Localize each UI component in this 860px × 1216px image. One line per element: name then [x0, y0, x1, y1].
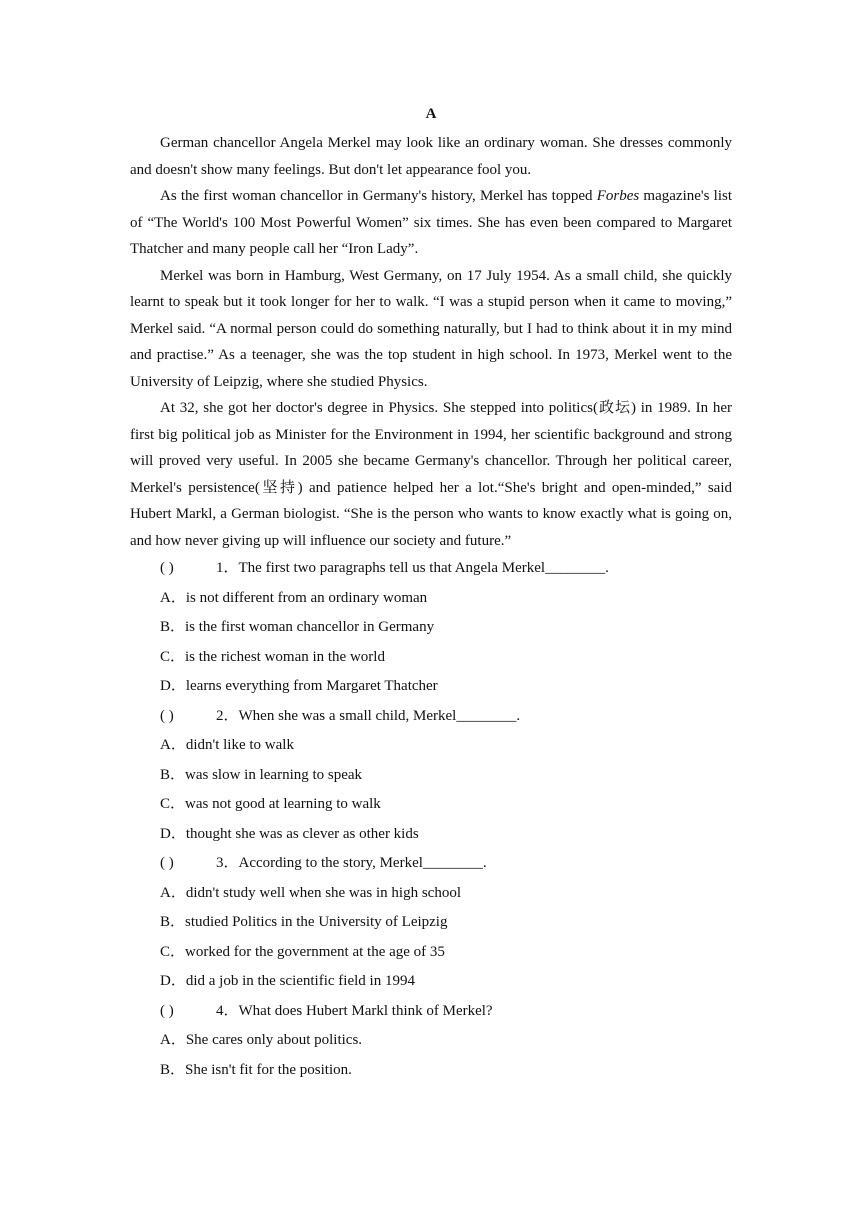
paragraph-4-text: At 32, she got her doctor's degree in Physics. She stepped into politics(政坛) in 1989. In her first big political job as Minister for the Environment in 1994, her scientific background and strong will proved very useful. In 2005 she became Germany's chancellor. Through her political career, Merkel's persistence(坚持) and patience helped her a lot.“She's bright and open-minded,” said Hubert Markl, a German biologist. “She is the person who wants to know exactly what is going on, and how never giving up will influence our society and future.” [130, 400, 732, 549]
answer-blank: ( ) [160, 707, 174, 724]
question-4-stem [130, 1001, 732, 1031]
question-list [130, 558, 732, 1089]
paragraph-2-italic: Forbes [596, 188, 640, 204]
question-text: 4．What does Hubert Markl think of Merkel? [216, 1002, 493, 1019]
question-3-option-b: B．studied Politics in the University of Leipzig [160, 914, 448, 930]
question-2-option-d: D．thought she was as clever as other kids [160, 825, 419, 842]
question-4-option-a: A．She cares only about politics. [160, 1032, 363, 1048]
question-3-option-a: A．didn't study well when she was in high school [160, 884, 462, 901]
question-1-option-b: B．is the first woman chancellor in Germany [160, 619, 435, 635]
question-4-option-b: B．She isn't fit for the position. [160, 1061, 352, 1078]
answer-blank: ( ) [160, 1002, 174, 1019]
answer-blank: ( ) [160, 560, 174, 576]
question-3-stem [130, 853, 732, 883]
question-1-option-d: D．learns everything from Margaret Thatcher [160, 678, 438, 694]
document-page [130, 104, 732, 1089]
passage-heading: A [425, 106, 437, 122]
question-2-option-a: A．didn't like to walk [160, 737, 294, 753]
question-1-option-a: A．is not different from an ordinary woman [160, 589, 428, 606]
question-text: 3．According to the story, Merkel________. [216, 855, 487, 871]
paragraph-2-text-before: As the first woman chancellor in Germany's history, Merkel has topped [160, 188, 597, 204]
paragraph-1-text: German chancellor Angela Merkel may look like an ordinary woman. She dresses commonly and doesn't show many feelings. But don't let appearance fool you. [130, 135, 732, 178]
paragraph-2 [130, 183, 732, 263]
question-2-option-c: C．was not good at learning to walk [160, 796, 381, 812]
paragraph-3-text: Merkel was born in Hamburg, West Germany, on 17 July 1954. As a small child, she quickly learnt to speak but it took longer for her to walk. “I was a stupid person when it came to moving,” Merkel said. “A normal person could do something naturally, but I had to think about it in my mind and practise.” As a teenager, she was the top student in high school. In 1973, Merkel went to the University of Leipzig, where she studied Physics. [130, 267, 732, 390]
paragraph-4 [130, 395, 732, 554]
paragraph-3 [130, 263, 732, 396]
question-text: 2．When she was a small child, Merkel________. [216, 707, 521, 724]
paragraph-2-text-after: magazine's list of “The World's 100 Most Powerful Women” six times. She has even been compared to Margaret Thatcher and many people call her “Iron Lady”. [130, 188, 732, 257]
answer-blank: ( ) [160, 855, 174, 871]
question-1-option-c: C．is the richest woman in the world [160, 648, 385, 665]
paragraph-1 [130, 130, 732, 183]
question-2-option-b: B．was slow in learning to speak [160, 766, 363, 783]
question-3-option-d: D．did a job in the scientific field in 1994 [160, 973, 415, 989]
question-2-stem [130, 706, 732, 736]
question-3-option-c: C．worked for the government at the age of 35 [160, 943, 445, 960]
question-1-stem [130, 558, 732, 588]
question-text: 1．The first two paragraphs tell us that Angela Merkel________. [216, 560, 609, 576]
